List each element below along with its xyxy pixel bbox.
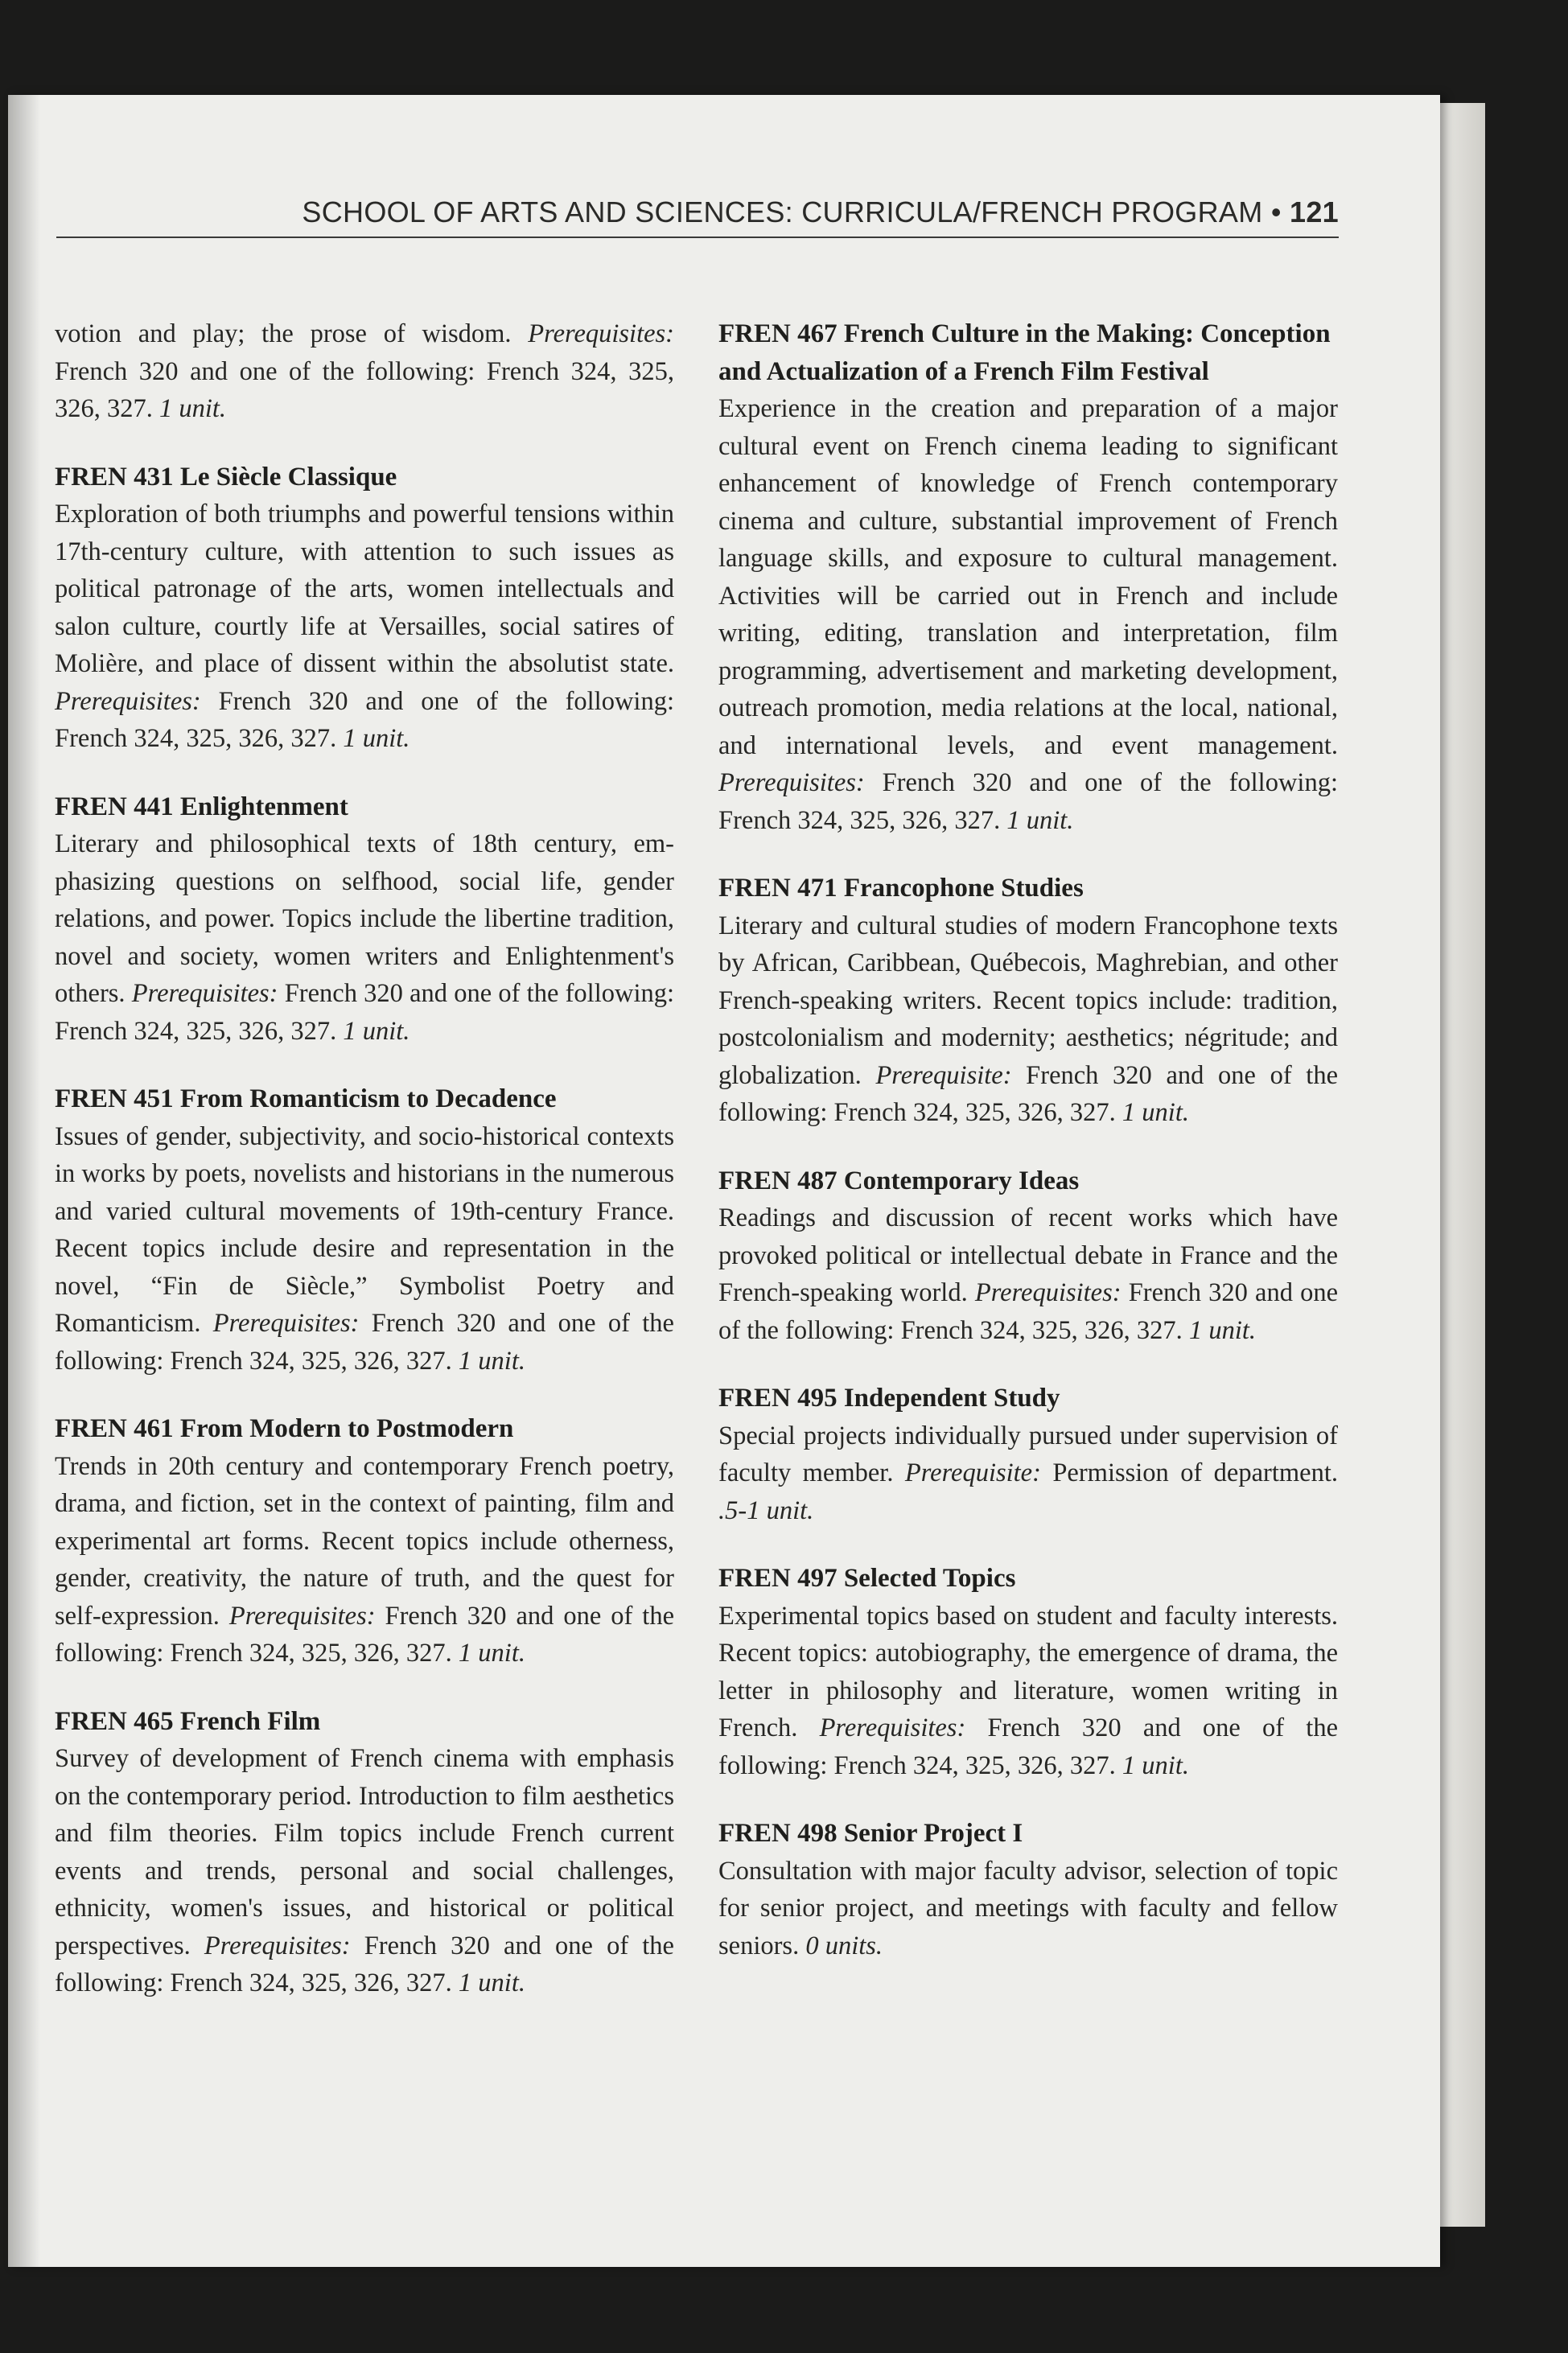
running-head-title [302, 195, 1339, 230]
course-entry-fren-441 [55, 788, 674, 1051]
course-entry-fren-497 [718, 1560, 1338, 1784]
page-number: 121 [1290, 195, 1339, 228]
course-description: Exploration of both triumphs and powerful tensions within 17th-century culture, with attention to such issues as political patronage of the arts, women intellectuals and salon culture, courtly life at Versailles, social satires of Molière, and place of dissent within the absolutist state. Prerequisites: French 320 and one of the following: French 324, 325, 326, 327. 1 unit. [55, 500, 674, 753]
course-title: FREN 487 Contemporary Ideas [718, 1166, 1080, 1195]
right-column [718, 315, 1338, 1995]
course-entry-fren-498 [718, 1815, 1338, 1964]
course-entry-fren-461 [55, 1410, 674, 1672]
course-entry-fren-467 [718, 315, 1338, 839]
running-head [56, 195, 1339, 238]
course-title: FREN 471 Francophone Studies [718, 874, 1084, 903]
course-entry-fren-451 [55, 1080, 674, 1380]
left-column [55, 315, 674, 2033]
course-description: Consultation with major faculty advisor, selection of topic for senior project, and meetings with faculty and fellow seniors. 0 units. [718, 1856, 1338, 1960]
course-title: FREN 498 Senior Project I [718, 1819, 1023, 1848]
spine-shadow [8, 95, 40, 2267]
course-description: Trends in 20th century and contemporary French poetry, drama, and fiction, set in the context of painting, film and experimental art forms. Recent topics include otherness, gender, creativity, the nature of truth, and the quest for self-expression. Prerequisites: French 320 and one of the following: French 324, 325, 326, 327. 1 unit. [55, 1451, 674, 1668]
course-title: FREN 451 From Romanticism to Decadence [55, 1084, 557, 1113]
course-description: votion and play; the prose of wisdom. Prerequisites: French 320 and one of the following: French 324, 325, 326, 327. 1 unit. [55, 319, 674, 423]
bullet-separator: • [1270, 195, 1282, 228]
course-title: FREN 497 Selected Topics [718, 1564, 1016, 1593]
course-entry-fren-431 [55, 459, 674, 758]
course-description: Survey of development of French cinema with emphasis on the contemporary period. Introduction to film aesthetics and film theories. Film topics include French current events and trends, personal and social challenges, ethnicity, women's issues, and historical or political perspectives. Prerequisites: French 320 and one of the following: French 324, 325, 326, 327. 1 unit. [55, 1744, 674, 1997]
course-description: Special projects individually pursued under supervision of faculty member. Prerequisite: Permission of department. .5-1 unit. [718, 1421, 1338, 1525]
course-description: Issues of gender, subjectivity, and socio-historical contexts in works by poets, novelists and historians in the numerous and varied cultural movements of 19th-century France. Recent topics include desire and representation in the novel, “Fin de Siècle,” Symbolist Poetry and Romanticism. Prerequisites: French 320 and one of the following: French 324, 325, 326, 327. 1 unit. [55, 1121, 674, 1376]
course-title: FREN 431 Le Siècle Classique [55, 462, 397, 492]
course-entry-fren-471 [718, 870, 1338, 1132]
course-title: FREN 461 From Modern to Postmodern [55, 1414, 514, 1443]
section-title: SCHOOL OF ARTS AND SCIENCES: CURRICULA/FRENCH PROGRAM [302, 195, 1263, 228]
course-entry-fren-465 [55, 1703, 674, 2002]
course-description: Experience in the creation and preparation of a major cultural event on French cinema leading to significant enhancement of knowledge of French contemporary cinema and culture, substantial improvement of French language skills, and exposure to cultural management. Activities will be carried out in French and include writing, editing, translation and interpretation, film programming, advertisement and marketing development, outreach promotion, media relations at the local, national, and international levels, and event management. Prerequisites: French 320 and one of the following: French 324, 325, 326, 327. 1 unit. [718, 394, 1338, 835]
course-title: FREN 495 Independent Study [718, 1384, 1060, 1413]
course-description: Experimental topics based on student and faculty interests. Recent topics: autobiography, the emergence of drama, the letter in philosophy and literature, women writing in French. Prerequisites: French 320 and one of the following: French 324, 325, 326, 327. 1 unit. [718, 1601, 1338, 1780]
course-entry-fren-495 [718, 1380, 1338, 1529]
course-description: Literary and philosophical texts of 18th century, emphasizing questions on selfhood, social life, gender relations, and power. Topics include the libertine tradition, novel and society, women writers and Enlightenment's others. Prerequisites: French 320 and one of the following: French 324, 325, 326, 327. 1 unit. [55, 829, 675, 1046]
course-entry-fren-487 [718, 1162, 1338, 1350]
course-description: Literary and cultural studies of modern Francophone texts by African, Caribbean, Québecois, Maghrebian, and other French-speaking writers. Recent topics include: tradition, postcolonialism and modernity; aesthetics; négritude; and globalization. Prerequisite: French 320 and one of the following: French 324, 325, 326, 327. 1 unit. [718, 911, 1338, 1127]
course-title: FREN 467 French Culture in the Making: Conception and Actualization of a French Film Festival [718, 319, 1331, 386]
course-title: FREN 465 French Film [55, 1706, 321, 1736]
course-entry-continued [55, 315, 674, 428]
course-title: FREN 441 Enlightenment [55, 792, 348, 821]
course-description: Readings and discussion of recent works which have provoked political or intellectual debate in France and the French-speaking world. Prerequisites: French 320 and one of the following: French 324, 325, 326, 327. 1 unit. [718, 1203, 1339, 1345]
